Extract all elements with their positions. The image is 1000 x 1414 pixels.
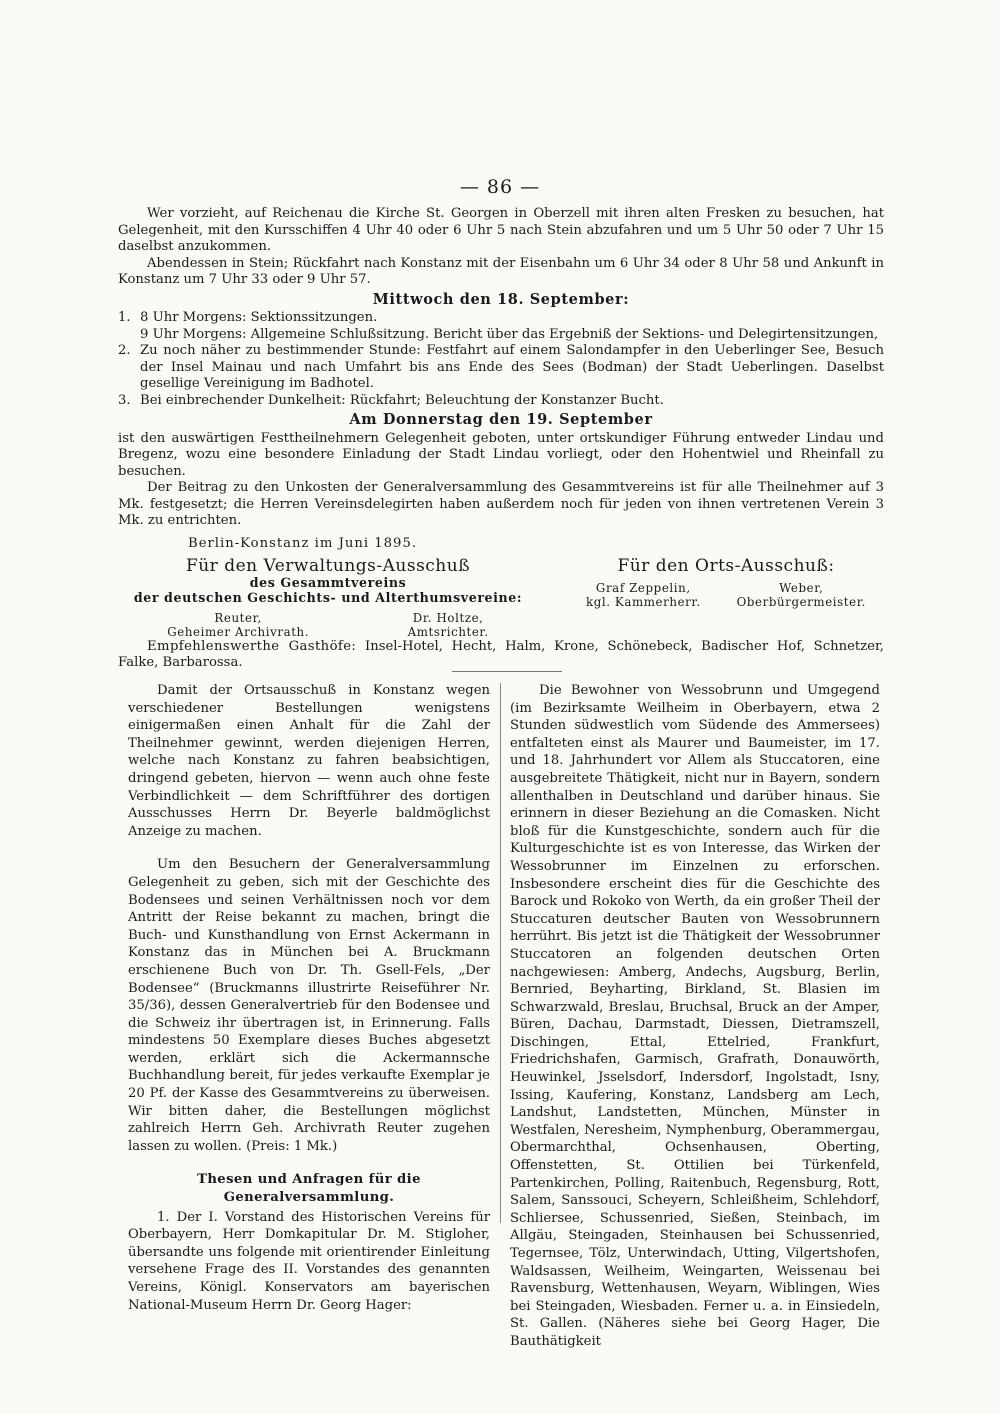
signatory-name: Weber, [779,580,824,595]
theses-paragraph: 1. Der I. Vorstand des Historischen Vereins für Oberbayern, Herr Domkapitular Dr. M. Stigloher, übersandte uns folgende mit orientirender Einleitung versehene Frage des II. Vorstandes des genannten Vereins, Königl. Konservators am bayerischen National-Museum Herrn Dr. Georg Hager: [128,1209,490,1313]
item-number: 2. [118,343,131,358]
item-number: 1. [118,310,131,325]
item-number: 3. [118,392,131,408]
guidebook-paragraph: Um den Besuchern der Generalversammlung Gelegenheit zu geben, sich mit der Geschichte des Bodensees und seinen Verhältnissen noch vor dem Antritt der Reise bekannt zu machen, bringt die Buch- und Kunsthandlung von Ernst Ackermann in Konstanz das in München bei A. Bruckmann erschienene Buch von Dr. Th. Gsell-Fels, „Der Bodensee“ (Bruckmanns illustrirte Reiseführer Nr. 35/36), dessen Generalvertrieb für den Bodensee und die Schweiz ihr übertragen ist, in Erinnerung. Falls mindestens 50 Exemplare dieses Buches abgesetzt werden, erklärt sich die Ackermannsche Buchhandlung bereit, für jedes verkaufte Exemplar je 20 Pf. der Kasse des Gesammtvereins zu überweisen. Wir bitten daher, die Bestellungen möglichst zahlreich Herrn Geh. Archivrath Reuter zugehen lassen zu wollen. (Preis: 1 Mk.) [128,857,490,1154]
signatory-title: Amtsrichter. [407,624,489,639]
wed-item [118,343,884,393]
heading-thursday: Am Donnerstag den 19. September [349,411,653,428]
signatory-title: Geheimer Archivrath. [167,624,310,639]
local-committee-names [568,581,884,609]
reichenau-paragraph: Wer vorzieht, auf Reichenau die Kirche St. Georgen in Oberzell mit ihren alten Fresken zu besuchen, hat Gelegenheit, mit den Kursschiffen 4 Uhr 40 oder 6 Uhr 5 nach Stein abzufahren und um 5 Uhr 50 oder 7 Uhr 15 daselbst anzukommen. [118,206,884,254]
column-divider [500,683,501,1223]
signatory-title: kgl. Kammerherr. [585,594,701,609]
signatures [118,558,884,639]
hotels-list: Insel-Hotel, Hecht, Halm, Krone, Schönebeck, Badischer Hof, Schnetzer, Falke, Barbarossa. [118,638,884,670]
item-number [118,327,140,344]
admin-committee-block [118,558,538,639]
item-text: Bei einbrechender Dunkelheit: Rückfahrt; Beleuchtung der Konstanzer Bucht. [140,392,664,408]
registration-paragraph: Damit der Ortsausschuß in Konstanz wegen verschiedener Bestellungen wenigstens einigermaßen einen Anhalt für die Zahl der Theilnehmer gewinnt, werden diejenigen Herren, welche nach Konstanz zu fahren beabsichtigen, dringend gebeten, hiervon — wenn auch ohne feste Verbindlichkeit — dem Schriftführer des dortigen Ausschusses Herrn Dr. Beyerle baldmöglichst Anzeige zu machen. [128,683,490,839]
admin-committee-names [118,611,538,639]
wed-item [118,327,884,344]
item-text: Zu noch näher zu bestimmender Stunde: Festfahrt auf einem Salondampfer in den Ueberlinger See, Besuch der Insel Mainau und nach Umfahrt bis ans Ende des Sees (Bodman) der Stadt Ueberlingen. Daselbst gesellige Vereinigung im Badhotel. [140,343,884,391]
signatory-name: Dr. Holtze, [412,610,484,625]
signatory [586,581,701,609]
signatory-name: Graf Zeppelin, [595,580,691,595]
right-column [510,682,880,1351]
heading-wednesday: Mittwoch den 18. September: [372,290,630,308]
thursday-paragraph: ist den auswärtigen Festtheilnehmern Gelegenheit geboten, unter ortskundiger Führung entweder Lindau und Bregenz, wozu eine besondere Einladung der Stadt Lindau vorliegt, oder den Hohentwiel und Rheinfall zu besuchen. [118,430,884,479]
left-column [128,682,490,1314]
signatory [408,611,489,639]
item-text: 9 Uhr Morgens: Allgemeine Schlußsitzung. Bericht über das Ergebniß der Sektions- und Delegirtensitzungen, [140,326,879,342]
local-committee-title: Für den Orts-Ausschuß: [617,556,835,576]
program-section [118,206,884,672]
dateline: Berlin-Konstanz im Juni 1895. [188,535,418,551]
local-committee-block [538,558,884,639]
admin-committee-sub2: der deutschen Geschichts- und Alterthumsvereine: [133,589,523,605]
hotels-paragraph [118,639,884,672]
theses-heading: Thesen und Anfragen für die Generalversammlung. [197,1172,421,1206]
fee-paragraph: Der Beitrag zu den Unkosten der Generalversammlung des Gesammtvereins ist für alle Theilnehmer auf 3 Mk. festgesetzt; die Herren Vereinsdelegirten haben außerdem noch für jeden von ihnen vertretenen Verein 3 Mk. zu entrichten. [118,480,884,528]
signatory [737,581,866,609]
admin-committee-title: Für den Verwaltungs-Ausschuß [185,556,471,576]
signatory [167,611,309,639]
signatory-name: Reuter, [214,610,262,625]
signatory-title: Oberbürgermeister. [736,594,867,609]
wessobrunn-paragraph: Die Bewohner von Wessobrunn und Umgegend (im Bezirksamte Weilheim in Oberbayern, etwa 2 Stunden südwestlich vom Südende des Ammersees) entfalteten einst als Maurer und Baumeister, im 17. und 18. Jahrhundert vor Allem als Stuccatoren, eine ausgebreitete Thätigkeit, nicht nur in Bayern, sondern allenthalben in Deutschland und darüber hinaus. Sie erinnern in dieser Beziehung an die Comasken. Nicht bloß für die Kunstgeschichte, sondern auch für die Kulturgeschichte ist es von Interesse, das Wirken der Wessobrunner im Einzelnen zu erforschen. Insbesondere erscheint dies für die Geschichte des Barock und Rokoko von Werth, da ein großer Theil der Stuccaturen deutscher Bauten von Wessobrunnern herrührt. Bis jetzt ist die Thätigkeit der Wessobrunner Stuccatoren an folgenden deutschen Orten nachgewiesen: Amberg, Andechs, Augsburg, Berlin, Bernried, Beyharting, Birkland, St. Blasien im Schwarzwald, Breslau, Bruchsal, Bruck an der Amper, Büren, Dachau, Darmstadt, Diessen, Dietramszell, Dischingen, Ettal, Ettelried, Frankfurt, Friedrichshafen, Garmisch, Grafrath, Donauwörth, Heuwinkel, Jsselsdorf, Indersdorf, Ingolstadt, Isny, Issing, Kaufering, Konstanz, Landsberg am Lech, Landshut, Landstetten, München, Münster in Westfalen, Neresheim, Nymphenburg, Oberammergau, Obermarchthal, Ochsenhausen, Oberting, Offenstetten, St. Ottilien bei Türkenfeld, Partenkirchen, Polling, Raitenbuch, Regensburg, Rott, Salem, Sanssouci, Scheyern, Schleißheim, Schlehdorf, Schliersee, Schussenried, Sießen, Steinbach, im Allgäu, Steingaden, Steinhausen bei Schussenried, Tegernsee, Tölz, Unterwindach, Utting, Vilgertshofen, Waldsassen, Weilheim, Weingarten, Weissenau bei Ravensburg, Wettenhausen, Weyarn, Wiblingen, Wies bei Steingaden, Wiesbaden. Ferner u. a. in Einsiedeln, St. Gallen. (Näheres siehe bei Georg Hager, Die Bauthätigkeit [510,683,880,1349]
wed-item [118,393,884,410]
wed-item [118,310,884,327]
section-divider [452,671,562,672]
dinner-paragraph: Abendessen in Stein; Rückfahrt nach Konstanz mit der Eisenbahn um 6 Uhr 34 oder 8 Uhr 58 und Ankunft in Konstanz um 7 Uhr 33 oder 9 Uhr 57. [118,255,884,287]
admin-committee-sub1: des Gesammtvereins [249,574,407,590]
hotels-label: Empfehlenswerthe Gasthöfe: [147,638,357,654]
page-number: — 86 — [459,176,541,198]
item-text: 8 Uhr Morgens: Sektionssitzungen. [140,310,378,325]
